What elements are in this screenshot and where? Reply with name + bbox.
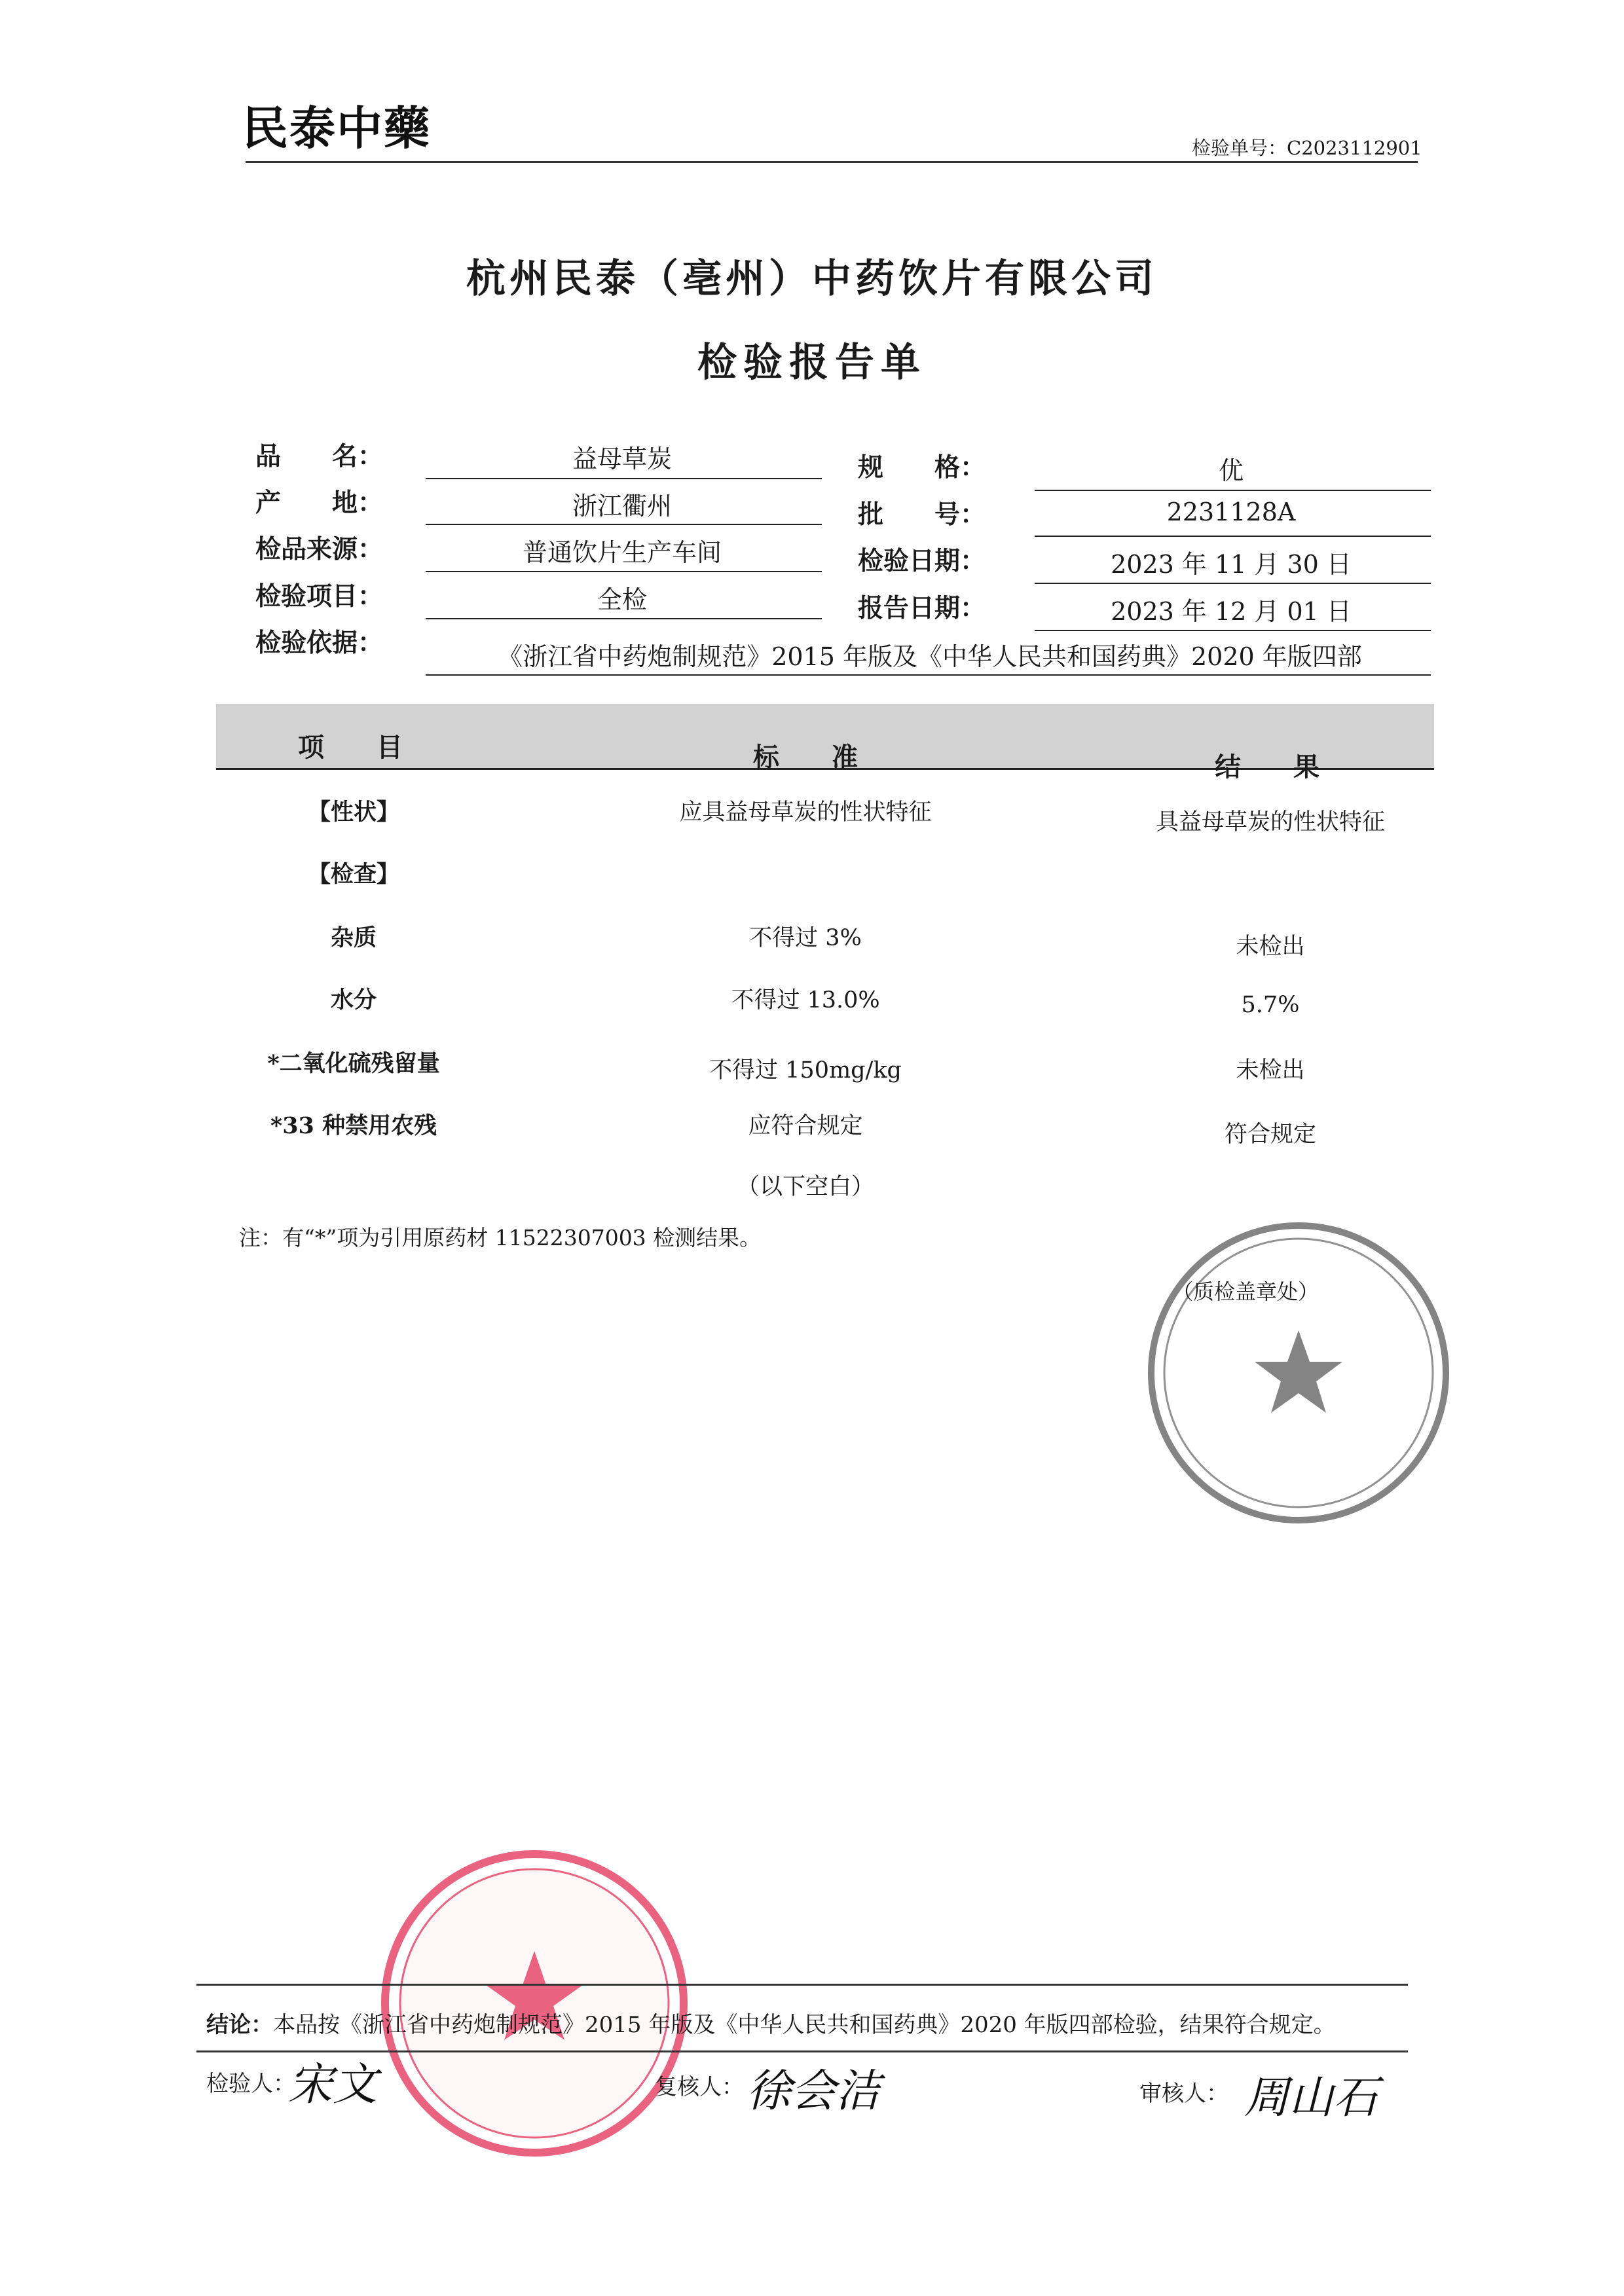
approver-label: 审核人： [1139, 2081, 1228, 2107]
conclusion-rule-top [196, 1984, 1408, 1986]
item-value: 全检 [597, 585, 647, 614]
item-label: 检验项目： [255, 581, 384, 611]
conclusion-rule-bottom [196, 2050, 1408, 2052]
company-name: 杭州民泰（亳州）中药饮片有限公司 [466, 256, 1158, 302]
row-standard: 不得过 3% [749, 925, 862, 951]
batch-underline [1035, 536, 1431, 537]
company-logo: 民泰中藥 [242, 101, 431, 155]
source-underline [426, 571, 822, 572]
inspector-label: 检验人： [206, 2071, 295, 2097]
row-item: *33 种禁用农残 [270, 1112, 437, 1139]
approver-signature: 周山石 [1244, 2072, 1378, 2124]
item-underline [426, 618, 822, 619]
seal-caption: （质检盖章处） [1172, 1279, 1320, 1304]
row-item: 【性状】 [307, 799, 399, 826]
row-result: 未检出 [1236, 934, 1305, 960]
report-date-label: 报告日期： [858, 593, 986, 623]
row-item: 杂质 [330, 924, 377, 951]
spec-label: 规 格： [858, 452, 986, 483]
source-value: 普通饮片生产车间 [522, 538, 722, 567]
conclusion [206, 2007, 1336, 2039]
product-name-label: 品 名： [255, 441, 384, 471]
source-label: 检品来源： [255, 534, 384, 564]
conclusion-label: 结论： [206, 2012, 273, 2038]
col-header-result: 结 果 [1215, 752, 1320, 782]
row-result: 未检出 [1236, 1057, 1305, 1084]
row-result: 符合规定 [1224, 1121, 1316, 1148]
test-date-value: 2023 年 11 月 30 日 [1111, 550, 1352, 579]
row-result: 具益母草炭的性状特征 [1155, 809, 1385, 835]
test-date-underline [1035, 583, 1431, 584]
origin-value: 浙江衢州 [572, 492, 672, 520]
rechecker-label: 复核人： [655, 2074, 744, 2100]
row-item: *二氧化硫残留量 [267, 1050, 440, 1077]
origin-underline [426, 524, 822, 525]
origin-label: 产 地： [255, 488, 384, 518]
test-date-label: 检验日期： [858, 546, 986, 576]
header-divider [246, 161, 1418, 163]
product-name-underline [426, 478, 822, 479]
document-title: 检验报告单 [697, 340, 927, 386]
col-header-item: 项 目 [298, 732, 403, 763]
basis-value: 《浙江省中药炮制规范》2015 年版及《中华人民共和国药典》2020 年版四部 [498, 642, 1362, 671]
batch-value: 2231128A [1166, 498, 1296, 526]
col-header-standard: 标 准 [753, 742, 858, 773]
rechecker-signature: 徐会洁 [747, 2066, 881, 2117]
report-number: 检验单号：C2023112901 [1192, 137, 1422, 159]
conclusion-text: 本品按《浙江省中药炮制规范》2015 年版及《中华人民共和国药典》2020 年版四部检验，结果符合规定。 [273, 2012, 1336, 2038]
row-standard: 不得过 150mg/kg [709, 1057, 902, 1084]
row-standard: 应符合规定 [748, 1113, 863, 1139]
spec-value: 优 [1218, 456, 1244, 485]
row-standard: 应具益母草炭的性状特征 [679, 799, 932, 826]
report-date-underline [1035, 630, 1431, 631]
row-standard: 不得过 13.0% [731, 987, 880, 1013]
footnote: 注：有“*”项为引用原药材 11522307003 检测结果。 [239, 1225, 762, 1250]
spec-underline [1035, 490, 1431, 491]
quality-seal [377, 1846, 692, 2160]
blank-note: （以下空白） [736, 1174, 874, 1200]
row-result: 5.7% [1241, 992, 1300, 1018]
batch-label: 批 号： [858, 500, 986, 530]
row-item: 水分 [330, 987, 377, 1013]
report-date-value: 2023 年 12 月 01 日 [1111, 597, 1352, 626]
row-item: 【检查】 [307, 861, 399, 888]
inspection-seal [1145, 1219, 1452, 1527]
inspector-signature: 宋文 [288, 2059, 378, 2111]
product-name-value: 益母草炭 [572, 445, 672, 473]
basis-underline [426, 674, 1431, 676]
basis-label: 检验依据： [255, 628, 384, 658]
